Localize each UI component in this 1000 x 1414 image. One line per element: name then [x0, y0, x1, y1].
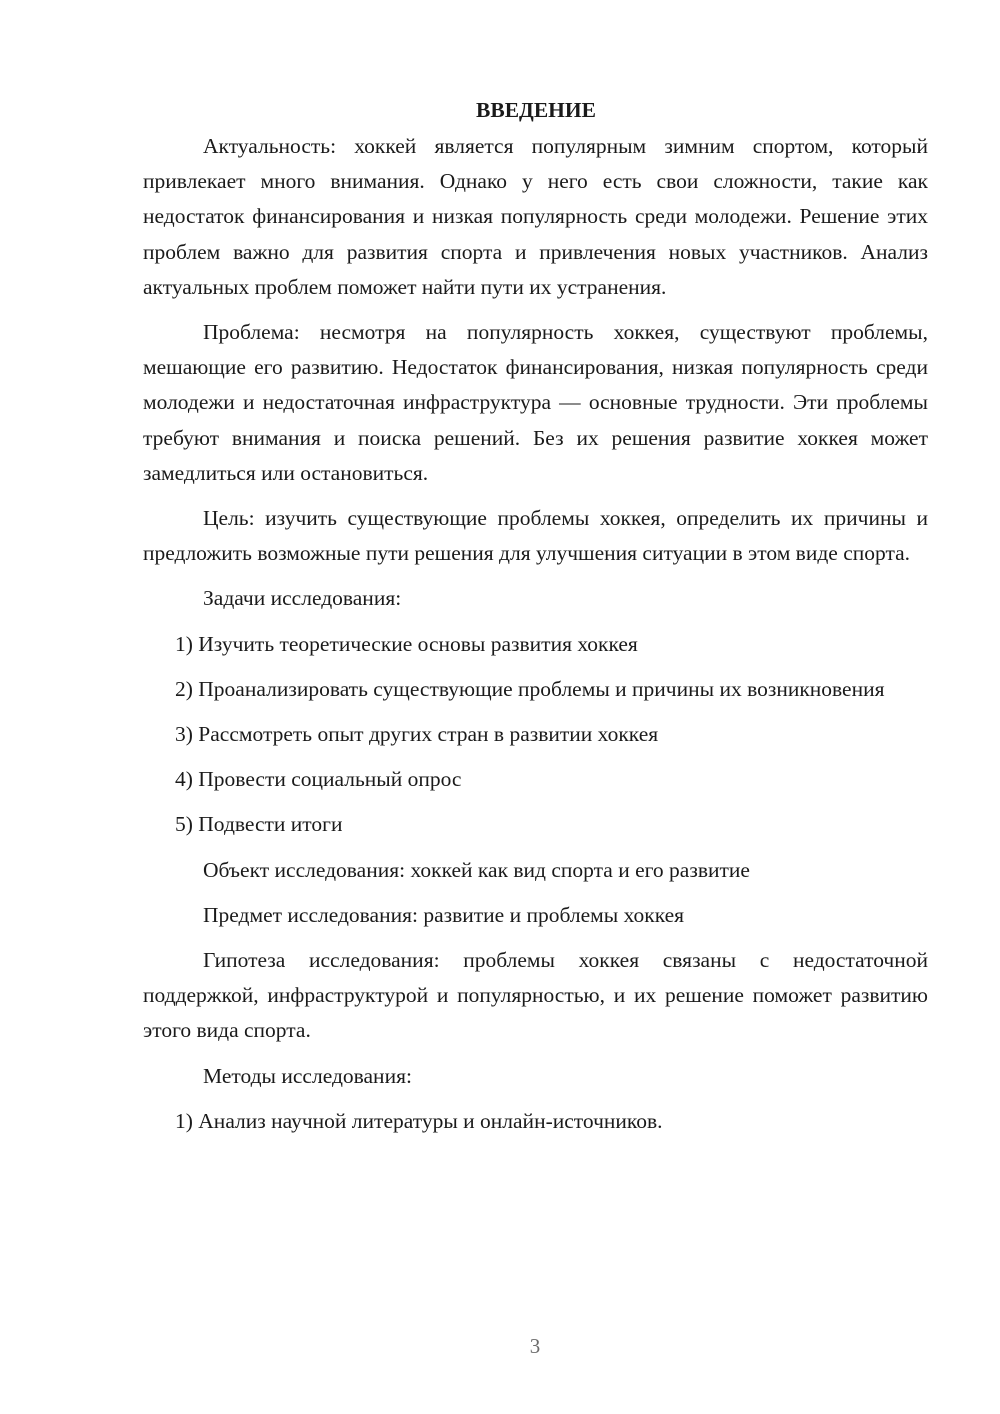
task-item-4: 4) Провести социальный опрос	[175, 767, 462, 792]
tasks-title: Задачи исследования:	[203, 586, 402, 611]
task-item-5: 5) Подвести итоги	[175, 812, 343, 837]
section-heading: ВВЕДЕНИЕ	[476, 98, 596, 122]
goal-paragraph: Цель: изучить существующие проблемы хоккея, определить их причины и предложить возможные пути решения для улучшения ситуации в этом виде спорта.	[143, 506, 928, 566]
page-number: 3	[529, 1334, 541, 1358]
task-item-3: 3) Рассмотреть опыт других стран в развитии хоккея	[175, 722, 659, 747]
method-item-1: 1) Анализ научной литературы и онлайн-источников.	[175, 1108, 663, 1133]
problem-paragraph: Проблема: несмотря на популярность хоккея, существуют проблемы, мешающие его развитию. Недостаток финансирования, низкая популярность среди молодежи и недостаточная инфраструктура — основные трудности. Эти проблемы требуют внимания и поиска решений. Без их решения развитие хоккея может замедлиться или остановиться.	[143, 320, 928, 485]
task-item-2: 2) Проанализировать существующие проблемы и причины их возникновения	[175, 676, 885, 701]
hypothesis-paragraph: Гипотеза исследования: проблемы хоккея связаны с недостаточной поддержкой, инфраструктурой и популярностью, и их решение поможет развитию этого вида спорта.	[143, 948, 928, 1043]
research-subject: Предмет исследования: развитие и проблемы хоккея	[203, 902, 685, 927]
methods-title: Методы исследования:	[203, 1063, 412, 1088]
document-page	[143, 92, 928, 1149]
task-item-1: 1) Изучить теоретические основы развития хоккея	[175, 631, 638, 656]
research-object: Объект исследования: хоккей как вид спорта и его развитие	[203, 857, 750, 882]
relevance-paragraph: Актуальность: хоккей является популярным зимним спортом, который привлекает много внимания. Однако у него есть свои сложности, такие как недостаток финансирования и низкая популярность среди молодежи. Решение этих проблем важно для развития спорта и привлечения новых участников. Анализ актуальных проблем поможет найти пути их устранения.	[143, 134, 928, 299]
